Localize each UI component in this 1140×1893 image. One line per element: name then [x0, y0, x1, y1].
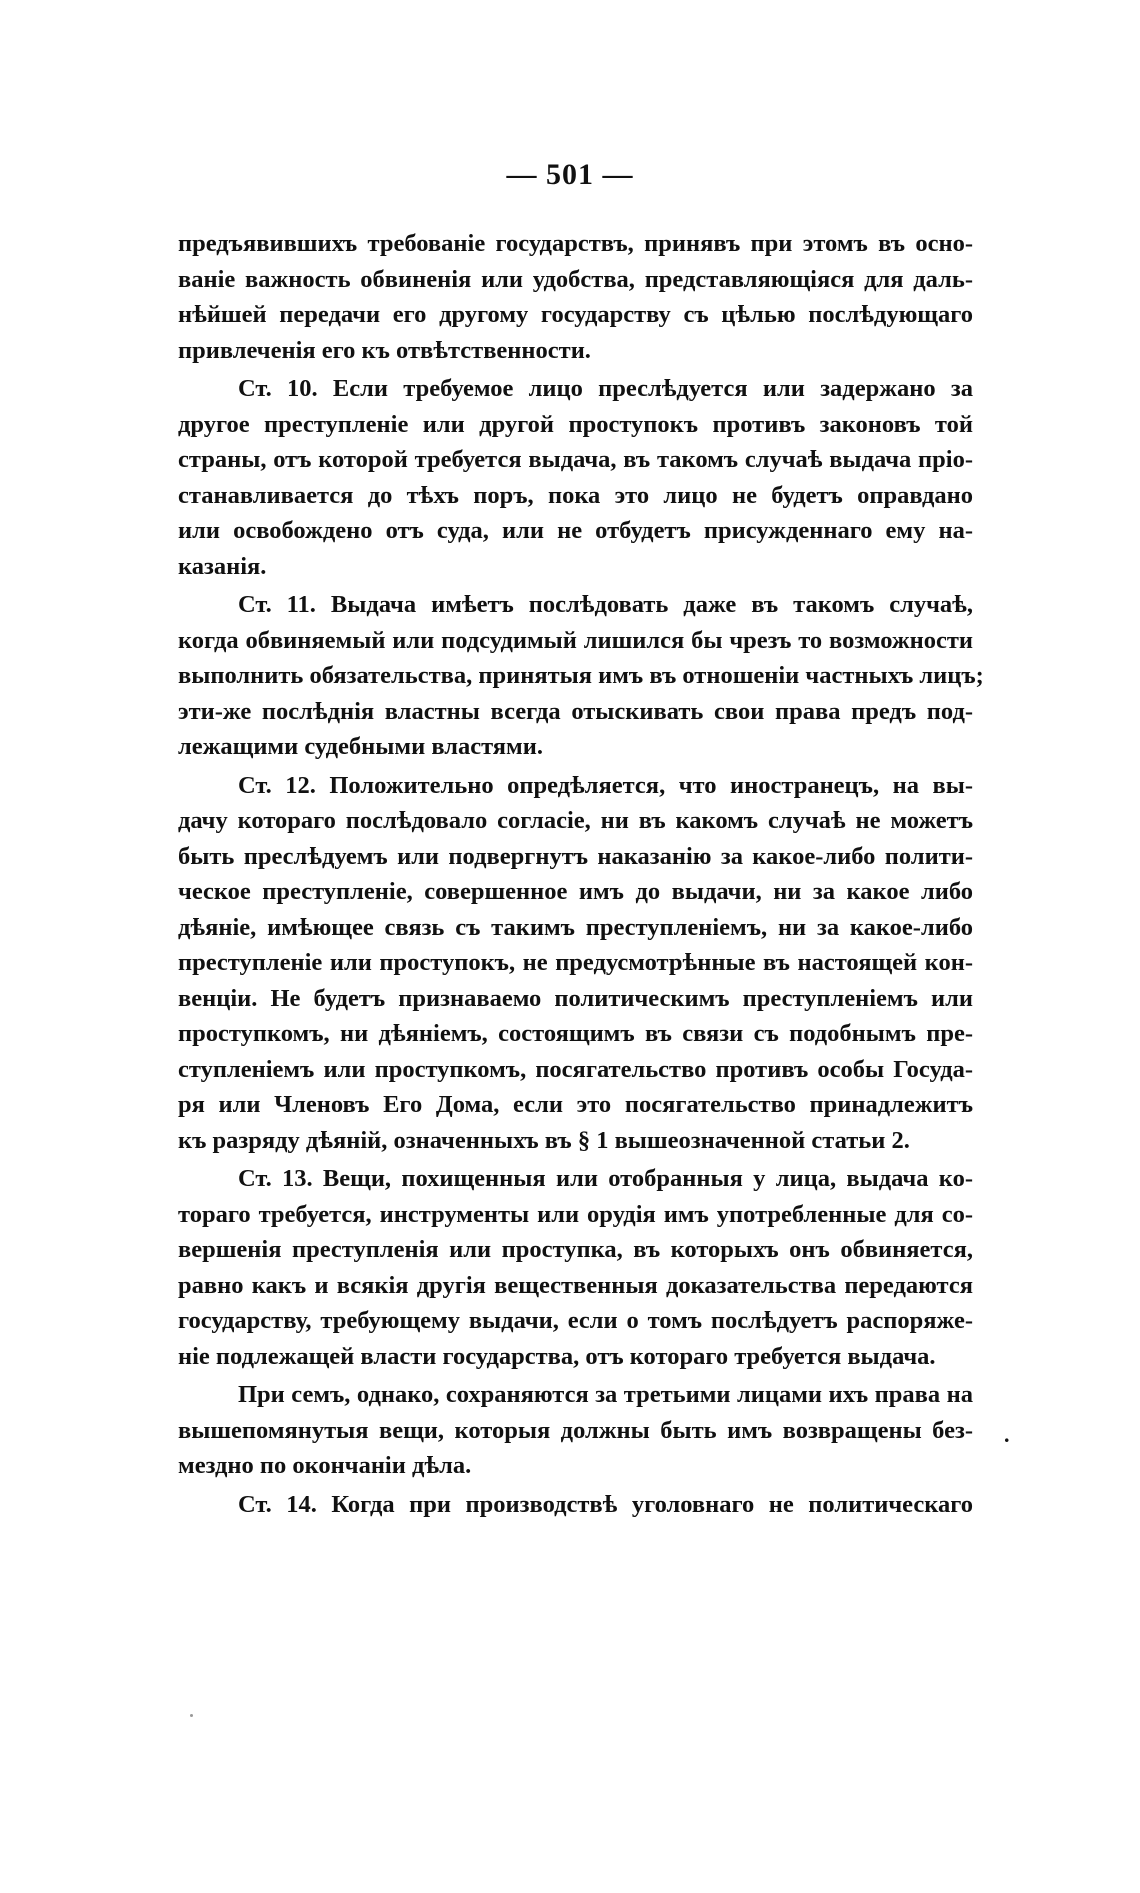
margin-mark: .	[1004, 1422, 1010, 1447]
text-line: ступленіемъ или проступкомъ, посягательство противъ особы Госуда-	[178, 1055, 973, 1083]
text-line: государству, требующему выдачи, если о томъ послѣдуетъ распоряже-	[178, 1307, 973, 1334]
article-11	[178, 587, 984, 765]
text-line: предъявившихъ требованіе государствъ, принявъ при этомъ въ осно-	[178, 230, 973, 257]
text-line: или освобождено отъ суда, или не отбудетъ присужденнаго ему на-	[178, 517, 973, 544]
text-line: лежащими судебными властями.	[178, 733, 543, 760]
paragraph	[178, 226, 973, 368]
text-line: мездно по окончаніи дѣла.	[178, 1452, 472, 1479]
text-line: Ст. 13. Вещи, похищенныя или отобранныя у лица, выдача ко-	[238, 1165, 973, 1192]
text-line: Ст. 14. Когда при производствѣ уголовнаго не политическаго	[238, 1490, 973, 1518]
text-line: равно какъ и всякія другія вещественныя доказательства передаются	[178, 1271, 973, 1299]
page-number: — 501 —	[506, 158, 634, 191]
article-10	[178, 371, 973, 584]
text-line: быть преслѣдуемъ или подвергнутъ наказанію за какое-либо полити-	[178, 842, 973, 870]
text-line: преступленіе или проступокъ, не предусмотрѣнные въ настоящей кон-	[178, 949, 973, 976]
article-14	[178, 1487, 973, 1523]
text-line: проступкомъ, ни дѣяніемъ, состоящимъ въ связи съ подобнымъ пре-	[178, 1020, 973, 1047]
text-line: ческое преступленіе, совершенное имъ до выдачи, ни за какое либо	[178, 878, 973, 905]
text-line: дѣяніе, имѣющее связь съ такимъ преступленіемъ, ни за какое-либо	[178, 913, 973, 941]
paper-speck	[190, 1714, 193, 1717]
text-line: къ разряду дѣяній, означенныхъ въ § 1 вышеозначенной статьи 2.	[178, 1126, 910, 1154]
text-line: венціи. Не будетъ признаваемо политическимъ преступленіемъ или	[178, 984, 973, 1012]
text-line: привлеченія его къ отвѣтственности.	[178, 336, 591, 364]
text-line: Ст. 11. Выдача имѣетъ послѣдовать даже въ такомъ случаѣ,	[238, 591, 973, 618]
text-line: тораго требуется, инструменты или орудія имъ употребленные для со-	[178, 1200, 973, 1228]
text-line: ря или Членовъ Его Дома, если это посягательство принадлежитъ	[178, 1091, 973, 1118]
body-text	[178, 226, 984, 1525]
text-line: ваніе важность обвиненія или удобства, представляющіяся для даль-	[178, 265, 973, 293]
text-line: выполнить обязательства, принятыя имъ въ отношеніи частныхъ лицъ;	[178, 662, 984, 689]
text-line: когда обвиняемый или подсудимый лишился бы чрезъ то возможности	[178, 626, 973, 654]
text-line: казанія.	[178, 552, 267, 580]
text-line: станавливается до тѣхъ поръ, пока это лицо не будетъ оправдано	[178, 481, 973, 509]
article-13	[178, 1161, 973, 1374]
text-line: ніе подлежащей власти государства, отъ котораго требуется выдача.	[178, 1342, 936, 1370]
text-line: Ст. 12. Положительно опредѣляется, что иностранецъ, на вы-	[238, 771, 973, 799]
text-line: эти-же послѣднія властны всегда отыскивать свои права предъ под-	[178, 697, 973, 725]
paragraph	[178, 1377, 973, 1484]
article-12	[178, 768, 973, 1159]
text-line: дачу котораго послѣдовало согласіе, ни въ какомъ случаѣ не можетъ	[178, 807, 973, 834]
text-line: вершенія преступленія или проступка, въ которыхъ онъ обвиняется,	[178, 1236, 973, 1263]
text-line: другое преступленіе или другой проступокъ противъ законовъ той	[178, 410, 973, 438]
text-line: нѣйшей передачи его другому государству съ цѣлью послѣдующаго	[178, 301, 973, 328]
text-line: Ст. 10. Если требуемое лицо преслѣдуется или задержано за	[238, 375, 973, 402]
text-line: страны, отъ которой требуется выдача, въ такомъ случаѣ выдача пріо-	[178, 446, 973, 473]
text-line: вышепомянутыя вещи, которыя должны быть имъ возвращены без-	[178, 1416, 973, 1444]
text-line: При семъ, однако, сохраняются за третьими лицами ихъ права на	[238, 1381, 973, 1408]
